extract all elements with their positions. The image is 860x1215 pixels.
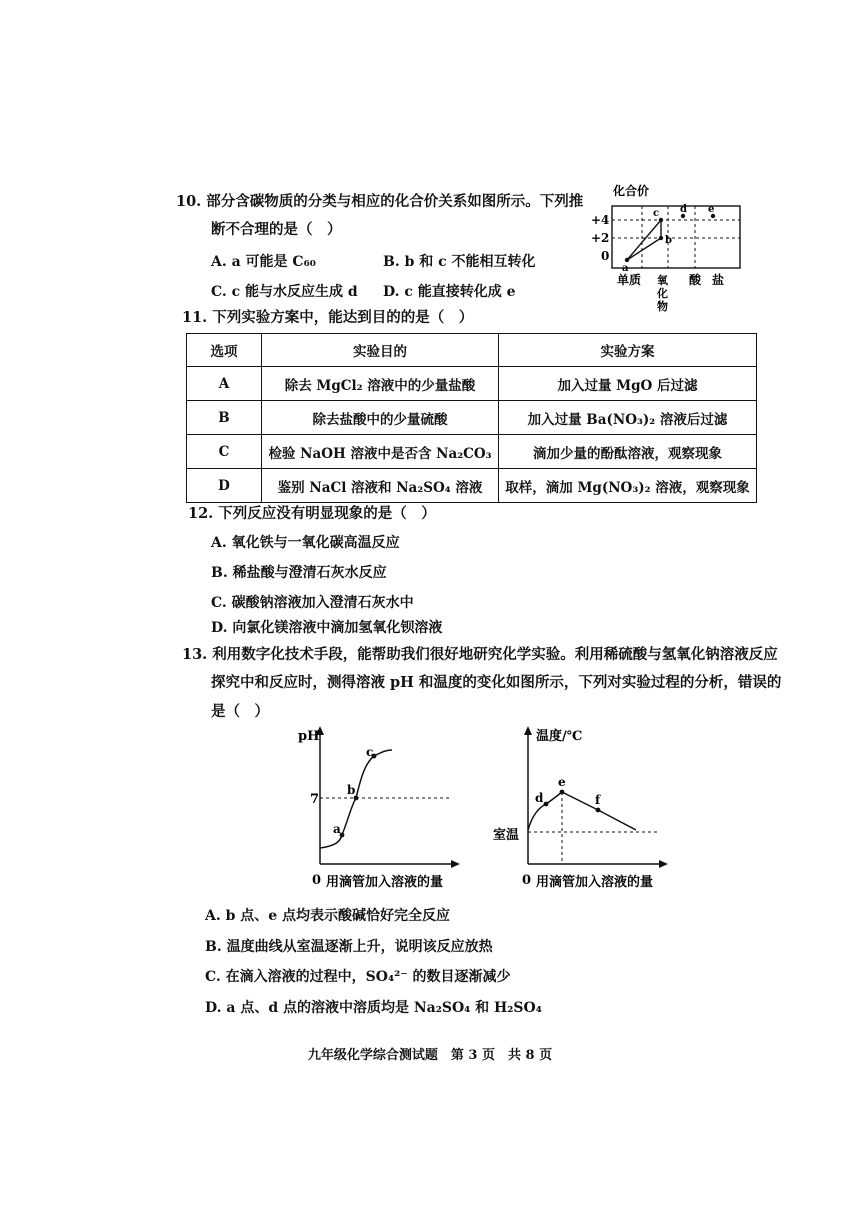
ph-point-c-label: c	[366, 745, 374, 759]
q13-option-b: B. 温度曲线从室温逐渐上升，说明该反应放热	[205, 939, 493, 955]
table-row	[187, 401, 757, 435]
q10-xcat-salt: 盐	[712, 273, 725, 287]
ph-x-label: 用滴管加入溶液的量	[326, 875, 444, 890]
q10-figure-frame	[612, 206, 740, 268]
q10-stem-line2: 断不合理的是（ ）	[211, 221, 342, 238]
cell-option: A	[187, 367, 262, 401]
q10-point-b	[659, 236, 663, 240]
cell-plan: 滴加少量的酚酞溶液，观察现象	[499, 435, 757, 469]
q10-point-d-label: d	[680, 204, 687, 215]
q13-stem-line2: 探究中和反应时，测得溶液 pH 和温度的变化如图所示，下列对实验过程的分析，错误的	[211, 674, 782, 691]
temp-point-e-label: e	[558, 775, 566, 789]
header-purpose: 实验目的	[262, 334, 499, 367]
q10-line-a-b	[627, 238, 661, 260]
q12-option-b: B. 稀盐酸与澄清石灰水反应	[211, 565, 387, 581]
q10-option-d: D. c 能直接转化成 e	[383, 284, 516, 300]
temp-point-d-label: d	[535, 791, 544, 805]
ph-point-b-label: b	[347, 783, 356, 797]
q13-temperature-chart	[490, 722, 690, 894]
header-plan: 实验方案	[499, 334, 757, 367]
q13-ph-chart	[290, 722, 490, 894]
q13-stem-line3: 是（ ）	[211, 703, 269, 720]
table-row	[187, 367, 757, 401]
q10-line-a-c	[627, 220, 661, 260]
q11-experiment-table	[186, 333, 757, 503]
cell-plan: 取样，滴加 Mg(NO₃)₂ 溶液，观察现象	[499, 469, 757, 503]
temp-y-axis-arrow	[524, 726, 532, 735]
q12-option-a: A. 氧化铁与一氧化碳高温反应	[211, 535, 400, 551]
q10-option-a: A. a 可能是 C₆₀	[211, 254, 316, 270]
q13-option-a: A. b 点、e 点均表示酸碱恰好完全反应	[205, 908, 451, 924]
q10-point-c	[659, 218, 663, 222]
q10-xcat-oxide-vertical	[656, 273, 669, 313]
table-row	[187, 469, 757, 503]
temp-room-mark: 室温	[493, 828, 520, 843]
cell-purpose: 鉴别 NaCl 溶液和 Na₂SO₄ 溶液	[262, 469, 499, 503]
q10-figure-title: 化合价	[613, 184, 650, 198]
cell-option: D	[187, 469, 262, 503]
q10-point-b-label: b	[665, 235, 672, 246]
ph-y-label: pH	[298, 729, 320, 744]
q10-option-b: B. b 和 c 不能相互转化	[383, 254, 536, 270]
q10-valence-figure	[585, 180, 755, 315]
ph-neutral-mark: 7	[310, 792, 320, 807]
ph-x-axis-arrow	[451, 860, 460, 868]
header-option: 选项	[187, 334, 262, 367]
temp-curve	[528, 792, 636, 830]
temp-point-d	[544, 802, 549, 807]
q10-xcat-elemental: 单质	[617, 273, 642, 287]
q10-point-a	[625, 258, 629, 262]
temp-origin: 0	[522, 873, 532, 888]
q10-ytick-plus2: +2	[591, 231, 610, 245]
temp-point-f	[596, 808, 601, 813]
cell-plan: 加入过量 MgO 后过滤	[499, 367, 757, 401]
q10-ytick-zero: 0	[601, 249, 610, 263]
temp-point-f-label: f	[595, 793, 601, 807]
cell-purpose: 除去盐酸中的少量硫酸	[262, 401, 499, 435]
q12-stem: 12. 下列反应没有明显现象的是（ ）	[188, 505, 436, 522]
q11-stem: 11. 下列实验方案中，能达到目的的是（ ）	[182, 309, 474, 326]
q10-xcat-oxide-char2: 化	[657, 287, 668, 300]
q10-xcat-oxide-char3: 物	[657, 300, 668, 313]
q13-stem-line1: 13. 利用数字化技术手段，能帮助我们很好地研究化学实验。利用稀硫酸与氢氧化钠溶液反应	[182, 646, 778, 663]
temp-point-e	[560, 790, 565, 795]
table-row	[187, 435, 757, 469]
q12-option-c: C. 碳酸钠溶液加入澄清石灰水中	[211, 595, 414, 611]
cell-purpose: 除去 MgCl₂ 溶液中的少量盐酸	[262, 367, 499, 401]
temp-x-label: 用滴管加入溶液的量	[536, 875, 654, 890]
cell-purpose: 检验 NaOH 溶液中是否含 Na₂CO₃	[262, 435, 499, 469]
q12-option-d: D. 向氯化镁溶液中滴加氢氧化钡溶液	[211, 620, 443, 636]
q10-stem-line1: 10. 部分含碳物质的分类与相应的化合价关系如图所示。下列推	[176, 193, 584, 210]
cell-plan: 加入过量 Ba(NO₃)₂ 溶液后过滤	[499, 401, 757, 435]
temp-x-axis-arrow	[659, 860, 668, 868]
q10-point-c-label: c	[653, 208, 660, 219]
table-header-row	[187, 334, 757, 367]
q13-option-d: D. a 点、d 点的溶液中溶质均是 Na₂SO₄ 和 H₂SO₄	[205, 1000, 542, 1016]
q10-xcat-acid: 酸	[689, 273, 702, 287]
temp-y-label: 温度/℃	[536, 729, 583, 744]
page-footer: 九年级化学综合测试题 第 3 页 共 8 页	[307, 1048, 553, 1063]
cell-option: B	[187, 401, 262, 435]
q10-point-e-label: e	[708, 204, 715, 215]
q10-option-c: C. c 能与水反应生成 d	[211, 284, 358, 300]
ph-origin: 0	[312, 873, 322, 888]
q10-ytick-plus4: +4	[591, 213, 610, 227]
cell-option: C	[187, 435, 262, 469]
q13-option-c: C. 在滴入溶液的过程中，SO₄²⁻ 的数目逐渐减少	[205, 969, 511, 985]
q10-xcat-oxide-char1: 氧	[657, 274, 668, 287]
ph-point-a-label: a	[333, 822, 341, 836]
q10-point-a-label: a	[622, 263, 629, 274]
